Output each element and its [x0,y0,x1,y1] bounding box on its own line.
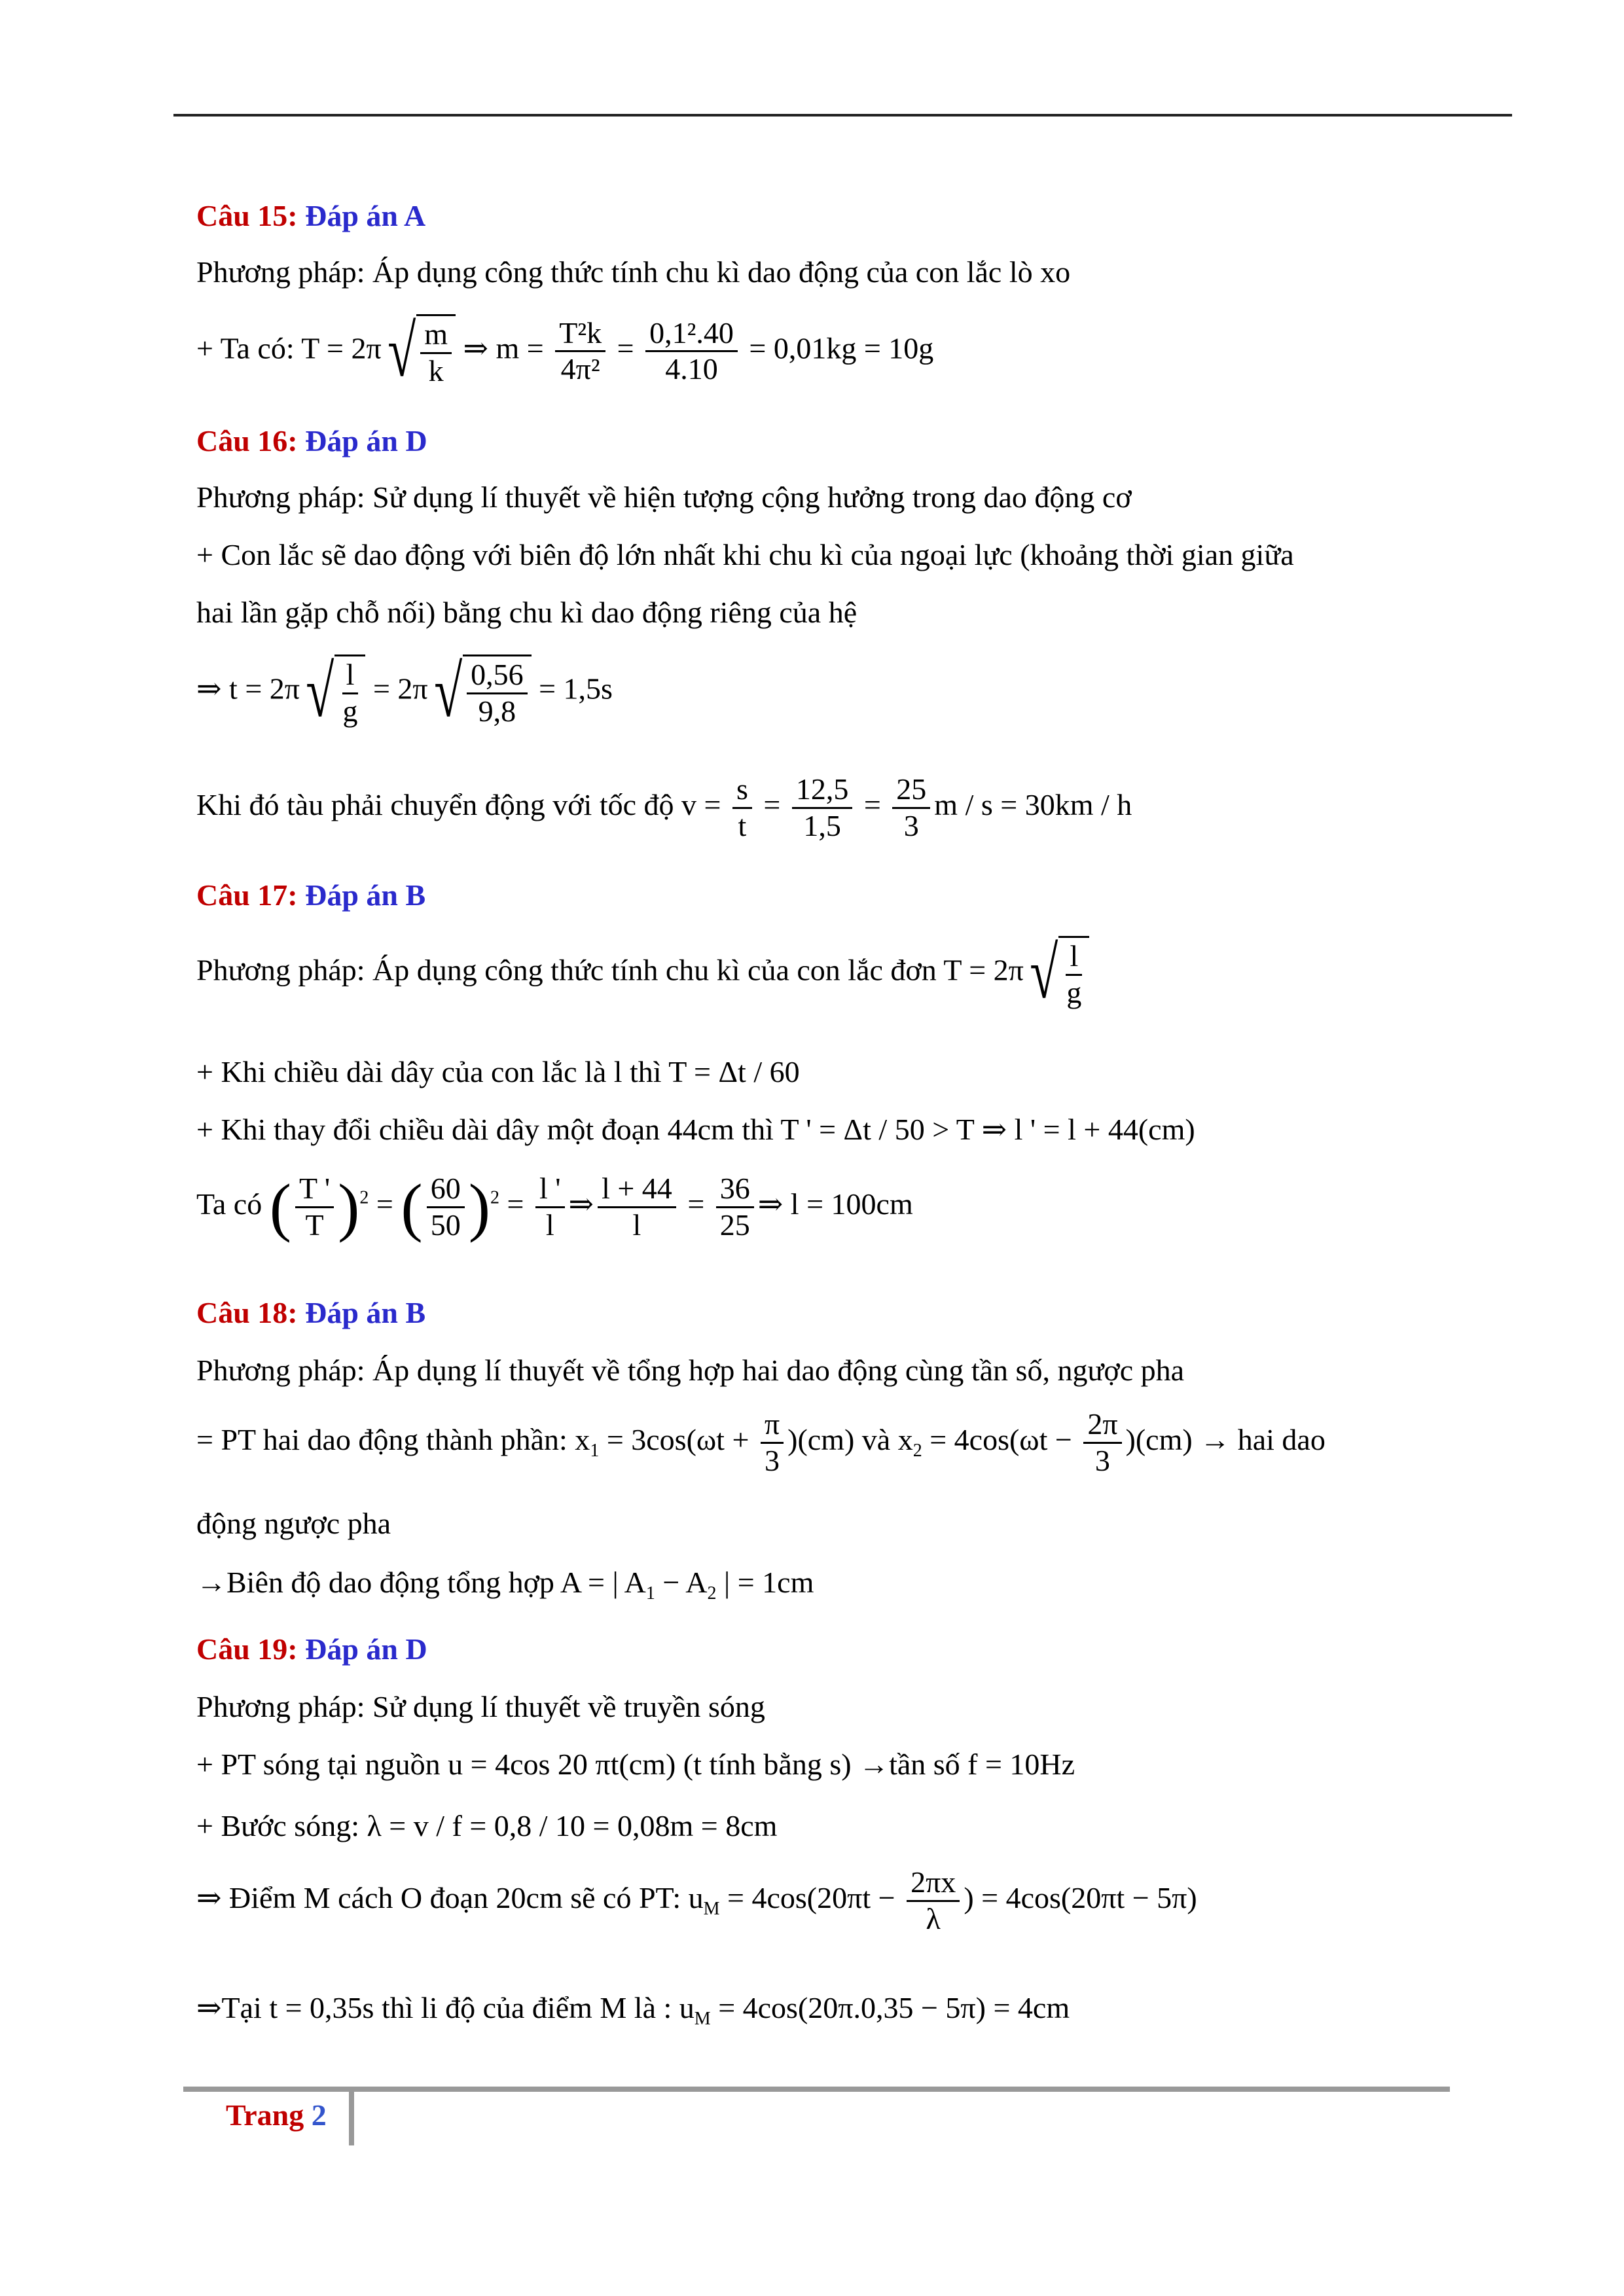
q19-line1: + PT sóng tại nguồn u = 4cos 20 πt(cm) (t tính bằng s) →tần số f = 10Hz [196,1748,1075,1781]
q15-heading: Câu 15: Đáp án A [196,199,426,232]
header-rule [173,114,1512,117]
q17-line1: + Khi chiều dài dây của con lắc là l thì T = Δt / 60 [196,1055,800,1088]
q18-line2: động ngược pha [196,1507,391,1540]
q16-speed: Khi đó tàu phải chuyển động với tốc độ v = $\frac{s}{t}$ = $\frac{12,5}{1,5}$ = $\frac{25}{3}$ m / s = 30km / h [196,772,1132,842]
q17-line2: + Khi thay đổi chiều dài dây một đoạn 44cm thì T ' = Δt / 50 > T ⇒ l ' = l + 44(cm) [196,1113,1195,1146]
q16-method: Phương pháp: Sử dụng lí thuyết về hiện tượng cộng hưởng trong dao động cơ [196,480,1132,514]
q16-line1: + Con lắc sẽ dao động với biên độ lớn nhất khi chu kì của ngoại lực (khoảng thời gian giữa [196,538,1294,571]
page-number: Trang 2 [226,2098,327,2132]
q18-amplitude: →Biên độ dao động tổng hợp A = | $A_1 - A_2$ | = 1cm [196,1566,814,1604]
q19-line2: + Bước sóng: λ = v / f = 0,8 / 10 = 0,08m = 8cm [196,1809,778,1842]
q19-method: Phương pháp: Sử dụng lí thuyết về truyền sóng [196,1690,765,1723]
q19-pt-m: ⇒ Điểm M cách O đoạn 20cm sẽ có PT: $u_M = 4\cos(20\pi t$ − $\frac{2\pi x}{\lambda}$ ) = 4cos(20πt − 5π) [196,1865,1197,1935]
q18-heading: Câu 18: Đáp án B [196,1296,426,1329]
q16-heading: Câu 16: Đáp án D [196,424,427,457]
q18-method: Phương pháp: Áp dụng lí thuyết về tổng hợp hai dao động cùng tần số, ngược pha [196,1354,1185,1387]
q15-formula: + Ta có: T = 2π √ $\frac{m}{k}$ ⇒ m = $\frac{\text{T²k}}{\text{4π²}}$ = $\frac{\text{0,1².40}}{4.10}$ = 0,01kg = 10g [196,310,934,392]
footer-divider [349,2092,354,2145]
q17-heading: Câu 17: Đáp án B [196,878,426,912]
q15-method: Phương pháp: Áp dụng công thức tính chu kì dao động của con lắc lò xo [196,255,1071,289]
q17-ratio: Ta có ( $\frac{T '}{T}$ )$^2$ = ( $\frac{60}{50}$ )$^2$ = $\frac{l '}{l}$ ⇒ $\frac{l + 44}{l}$ = $\frac{36}{25}$ ⇒ l = 100cm [196,1170,913,1244]
q18-pt: = PT hai dao động thành phần: $x_1 = 3\cos(\omega t$ + $\frac{\pi}{3}$ )(cm) và $x_2 = 4\cos(\omega t$ − $\frac{2\pi}{3}$ )(cm) → hai dao [196,1407,1326,1477]
q19-heading: Câu 19: Đáp án D [196,1632,427,1666]
footer-rule [183,2087,1450,2092]
q16-line2: hai lần gặp chỗ nối) bằng chu kì dao động riêng của hệ [196,596,857,629]
q19-result: ⇒Tại t = 0,35s thì li độ của điểm M là : $u_M = 4\cos(20\pi.0,35 - 5\pi) = 4cm$ [196,1991,1070,2030]
q17-method: Phương pháp: Áp dụng công thức tính chu kì của con lắc đơn T = 2π √ $\frac{l}{g}$ [196,936,1089,1011]
q16-formula-t: ⇒ t = 2π √ $\frac{l}{g}$ = 2π √ $\frac{0,56}{9,8}$ = 1,5s [196,651,613,732]
